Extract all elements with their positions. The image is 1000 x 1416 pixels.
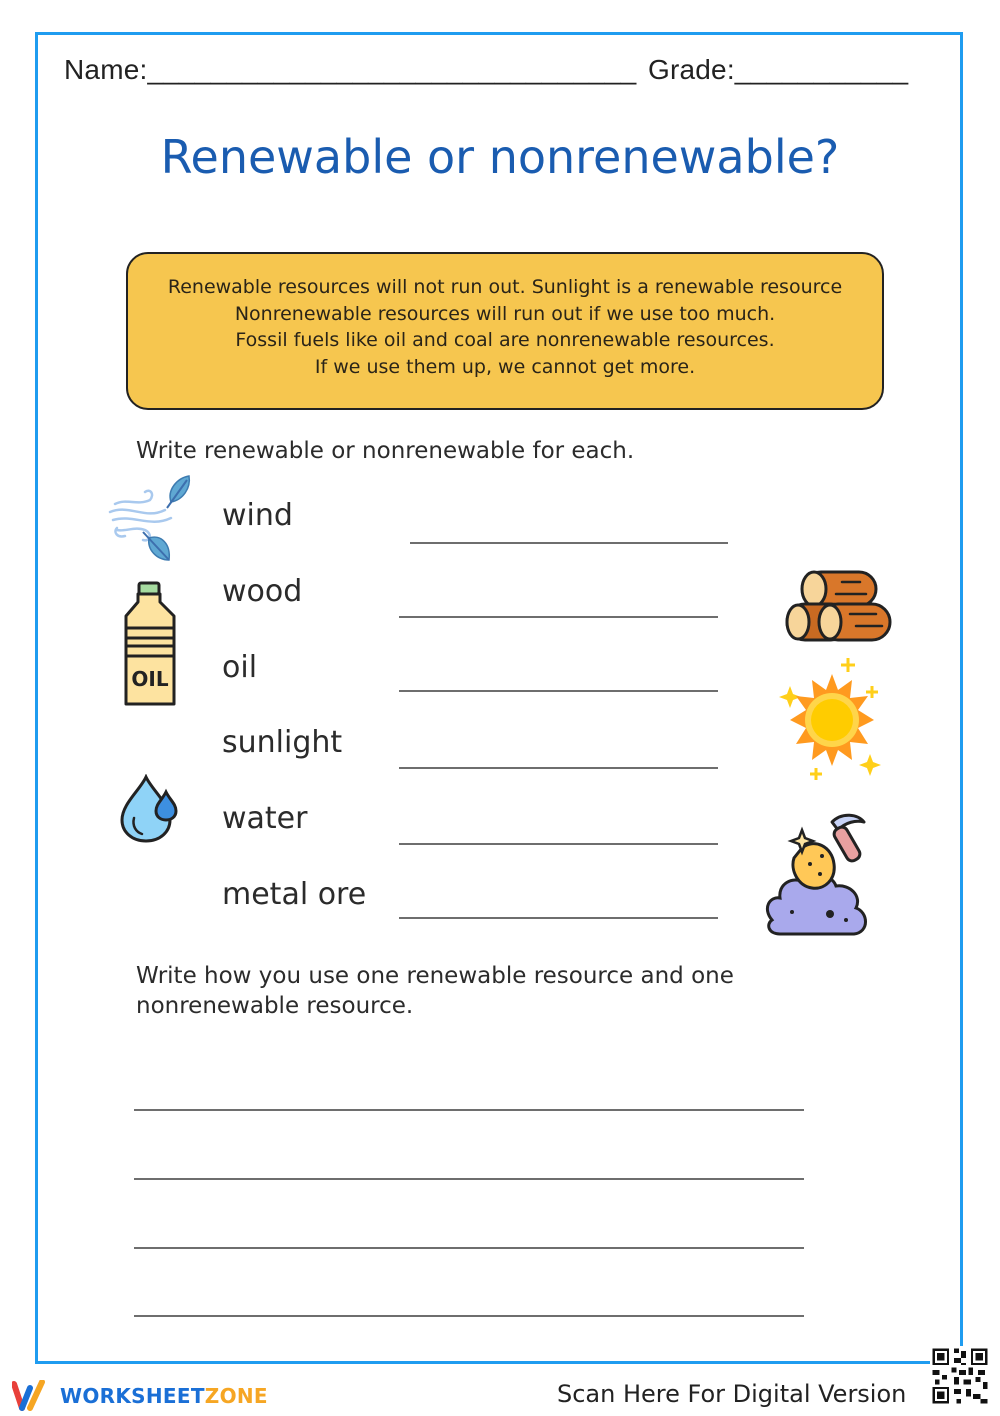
item-word-oil: oil: [222, 650, 258, 685]
info-box: [126, 252, 884, 410]
worksheetzone-logo[interactable]: [12, 1380, 268, 1412]
info-line: Renewable resources will not run out. Sunlight is a renewable resource: [167, 276, 843, 298]
section2-instruction: [136, 961, 734, 1021]
writing-line-4[interactable]: [134, 1315, 804, 1317]
ore-pickaxe-icon: [762, 808, 872, 938]
writing-line-3[interactable]: [134, 1247, 804, 1249]
item-word-wind: wind: [222, 498, 293, 533]
writing-line-1[interactable]: [134, 1109, 804, 1111]
item-word-wood: wood: [222, 574, 303, 609]
info-line: Fossil fuels like oil and coal are nonrenewable resources.: [235, 329, 775, 351]
name-field-label: Name:_______________________________: [64, 54, 637, 85]
section2-instruction-line2: nonrenewable resource.: [136, 993, 414, 1019]
item-word-sunlight: sunlight: [222, 725, 343, 760]
page-title: Renewable or nonrenewable?: [160, 130, 840, 184]
answer-line-metal-ore[interactable]: [399, 917, 718, 919]
answer-line-wood[interactable]: [399, 616, 718, 618]
grade-field-label: Grade:___________: [648, 54, 909, 85]
writing-line-2[interactable]: [134, 1178, 804, 1180]
section2-instruction-line1: Write how you use one renewable resource and one: [136, 963, 734, 989]
scan-caption: Scan Here For Digital Version: [557, 1380, 907, 1408]
logs-icon: [784, 568, 894, 644]
svg-text:OIL: OIL: [131, 667, 169, 691]
logo-w-icon: [12, 1380, 52, 1412]
info-line: Nonrenewable resources will run out if we use too much.: [234, 302, 776, 325]
item-word-water: water: [222, 801, 308, 836]
item-word-metal-ore: metal ore: [222, 877, 367, 912]
info-line: If we use them up, we cannot get more.: [314, 355, 696, 378]
qr-code-icon[interactable]: [930, 1346, 990, 1406]
sun-icon: [778, 654, 886, 786]
answer-line-oil[interactable]: [399, 690, 718, 692]
water-drop-icon: [118, 774, 182, 844]
oil-bottle-icon: [120, 580, 180, 710]
section1-instruction: Write renewable or nonrenewable for each.: [136, 438, 635, 464]
logo-text-worksheet: WORKSHEET: [60, 1384, 205, 1408]
logo-text-zone: ZONE: [204, 1384, 268, 1408]
wind-icon: [105, 474, 195, 566]
answer-line-wind[interactable]: [410, 542, 728, 544]
answer-line-sunlight[interactable]: [399, 767, 718, 769]
answer-line-water[interactable]: [399, 843, 718, 845]
